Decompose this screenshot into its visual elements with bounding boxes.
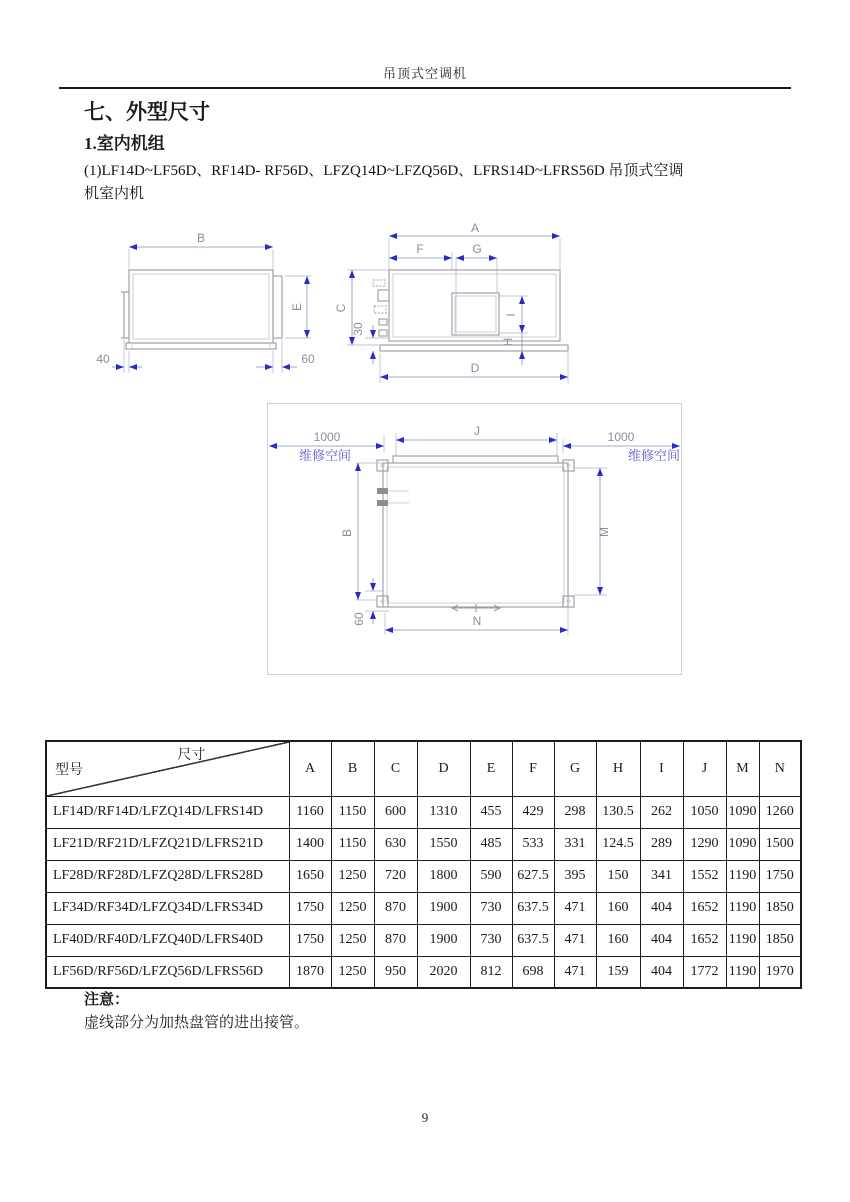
- value-cell: 455: [470, 796, 512, 828]
- value-cell: 1870: [289, 956, 331, 988]
- value-cell: 395: [554, 860, 596, 892]
- value-cell: 698: [512, 956, 554, 988]
- dim-label-a: A: [470, 221, 480, 235]
- mounting-brackets: [377, 460, 574, 607]
- dim-label-g: G: [472, 242, 482, 256]
- value-cell: 1190: [726, 956, 759, 988]
- value-cell: 720: [374, 860, 417, 892]
- figure2-frame: [268, 404, 682, 675]
- table-row: [46, 828, 801, 860]
- value-cell: 1250: [331, 924, 374, 956]
- value-cell: 637.5: [512, 892, 554, 924]
- dim-label-left-1000: 1000: [313, 430, 341, 444]
- dim-column-header: G: [554, 741, 596, 796]
- dim-column-header: F: [512, 741, 554, 796]
- dim-label-e: E: [290, 302, 304, 312]
- dim-label-40: 40: [96, 352, 110, 366]
- side-view: [96, 231, 315, 373]
- value-cell: 1090: [726, 796, 759, 828]
- dim-column-header: N: [759, 741, 801, 796]
- pipe-stubs: [377, 488, 409, 506]
- value-cell: 1500: [759, 828, 801, 860]
- dim-column-header: C: [374, 741, 417, 796]
- value-cell: 1970: [759, 956, 801, 988]
- model-cell: LF40D/RF40D/LFZQ40D/LFRS40D: [46, 924, 289, 956]
- dim-column-header: D: [417, 741, 470, 796]
- dim-column-header: M: [726, 741, 759, 796]
- value-cell: 1150: [331, 828, 374, 860]
- value-cell: 637.5: [512, 924, 554, 956]
- value-cell: 160: [596, 892, 640, 924]
- value-cell: 471: [554, 956, 596, 988]
- dim-column-header: I: [640, 741, 683, 796]
- corner-label-model: 型号: [55, 763, 83, 778]
- value-cell: 533: [512, 828, 554, 860]
- value-cell: 1552: [683, 860, 726, 892]
- value-cell: 1290: [683, 828, 726, 860]
- value-cell: 150: [596, 860, 640, 892]
- value-cell: 1652: [683, 924, 726, 956]
- table-row: [46, 796, 801, 828]
- header-rule: [59, 87, 791, 89]
- value-cell: 429: [512, 796, 554, 828]
- table-row: [46, 924, 801, 956]
- dim-label-m: M: [597, 527, 611, 537]
- corner-label-size: 尺寸: [177, 748, 206, 763]
- value-cell: 730: [470, 924, 512, 956]
- value-cell: 1900: [417, 892, 470, 924]
- value-cell: 1800: [417, 860, 470, 892]
- dim-label-60: 60: [301, 352, 315, 366]
- value-cell: 1650: [289, 860, 331, 892]
- model-range-text-line1: (1)LF14D~LF56D、RF14D- RF56D、LFZQ14D~LFZQ56D、LFRS14D~LFRS56D 吊顶式空调: [84, 163, 684, 179]
- dim-label-j: J: [474, 424, 480, 438]
- value-cell: 1050: [683, 796, 726, 828]
- corner-cell: [46, 741, 289, 796]
- value-cell: 1400: [289, 828, 331, 860]
- value-cell: 812: [470, 956, 512, 988]
- value-cell: 1850: [759, 892, 801, 924]
- value-cell: 1250: [331, 892, 374, 924]
- value-cell: 289: [640, 828, 683, 860]
- value-cell: 471: [554, 924, 596, 956]
- value-cell: 262: [640, 796, 683, 828]
- value-cell: 130.5: [596, 796, 640, 828]
- model-cell: LF14D/RF14D/LFZQ14D/LFRS14D: [46, 796, 289, 828]
- value-cell: 404: [640, 956, 683, 988]
- value-cell: 950: [374, 956, 417, 988]
- dim-label-n: N: [472, 614, 482, 628]
- value-cell: 870: [374, 924, 417, 956]
- dimension-table: [45, 740, 802, 989]
- value-cell: 1250: [331, 860, 374, 892]
- figure1-outline-drawing: [95, 205, 595, 397]
- dim-column-header: A: [289, 741, 331, 796]
- section-title: 七、外型尺寸: [84, 100, 210, 124]
- bottom-view: [269, 424, 680, 635]
- value-cell: 600: [374, 796, 417, 828]
- value-cell: 1190: [726, 892, 759, 924]
- dim-label-i: I: [504, 313, 518, 317]
- page-header-title: 吊顶式空调机: [382, 66, 467, 81]
- subsection-title: 1.室内机组: [84, 134, 165, 153]
- value-cell: 630: [374, 828, 417, 860]
- value-cell: 1550: [417, 828, 470, 860]
- note-label: 注意：: [84, 992, 130, 1008]
- value-cell: 1250: [331, 956, 374, 988]
- table-row: [46, 956, 801, 988]
- model-cell: LF56D/RF56D/LFZQ56D/LFRS56D: [46, 956, 289, 988]
- value-cell: 124.5: [596, 828, 640, 860]
- value-cell: 1190: [726, 860, 759, 892]
- value-cell: 730: [470, 892, 512, 924]
- dim-column-header: B: [331, 741, 374, 796]
- table-body: [46, 796, 801, 988]
- value-cell: 298: [554, 796, 596, 828]
- value-cell: 1260: [759, 796, 801, 828]
- dim-label-d: D: [470, 361, 480, 375]
- dim-column-header: J: [683, 741, 726, 796]
- dim-label-f: F: [416, 242, 424, 256]
- service-space-label-right: 维修空间: [627, 448, 681, 463]
- value-cell: 2020: [417, 956, 470, 988]
- value-cell: 1090: [726, 828, 759, 860]
- value-cell: 331: [554, 828, 596, 860]
- value-cell: 1900: [417, 924, 470, 956]
- dim-label-b2: B: [340, 528, 354, 538]
- dim-label-h: H: [501, 337, 515, 347]
- value-cell: 1850: [759, 924, 801, 956]
- value-cell: 1750: [759, 860, 801, 892]
- value-cell: 485: [470, 828, 512, 860]
- value-cell: 1772: [683, 956, 726, 988]
- table-header-row: [46, 741, 801, 796]
- value-cell: 160: [596, 924, 640, 956]
- value-cell: 1750: [289, 892, 331, 924]
- value-cell: 590: [470, 860, 512, 892]
- value-cell: 627.5: [512, 860, 554, 892]
- value-cell: 1750: [289, 924, 331, 956]
- note-text: 虚线部分为加热盘管的进出接管。: [84, 1015, 310, 1031]
- value-cell: 1160: [289, 796, 331, 828]
- value-cell: 1310: [417, 796, 470, 828]
- dim-label-right-1000: 1000: [607, 430, 635, 444]
- value-cell: 1652: [683, 892, 726, 924]
- table-row: [46, 860, 801, 892]
- drain-detail: [452, 604, 500, 612]
- value-cell: 1190: [726, 924, 759, 956]
- value-cell: 341: [640, 860, 683, 892]
- model-range-text-line2: 机室内机: [84, 186, 145, 202]
- dim-label-b: B: [196, 231, 206, 245]
- model-cell: LF28D/RF28D/LFZQ28D/LFRS28D: [46, 860, 289, 892]
- value-cell: 870: [374, 892, 417, 924]
- model-cell: LF21D/RF21D/LFZQ21D/LFRS21D: [46, 828, 289, 860]
- dim-column-header: E: [470, 741, 512, 796]
- model-cell: LF34D/RF34D/LFZQ34D/LFRS34D: [46, 892, 289, 924]
- service-space-label-left: 维修空间: [298, 448, 352, 463]
- dim-label-30: 30: [351, 322, 365, 336]
- dim-label-c: C: [334, 303, 348, 313]
- front-view: [334, 221, 568, 383]
- value-cell: 404: [640, 892, 683, 924]
- figure2-service-space-drawing: [267, 403, 682, 675]
- value-cell: 471: [554, 892, 596, 924]
- table-row: [46, 892, 801, 924]
- page-number: 9: [421, 1110, 429, 1125]
- value-cell: 159: [596, 956, 640, 988]
- value-cell: 404: [640, 924, 683, 956]
- value-cell: 1150: [331, 796, 374, 828]
- dim-label-60-2: 60: [352, 612, 366, 626]
- dim-column-header: H: [596, 741, 640, 796]
